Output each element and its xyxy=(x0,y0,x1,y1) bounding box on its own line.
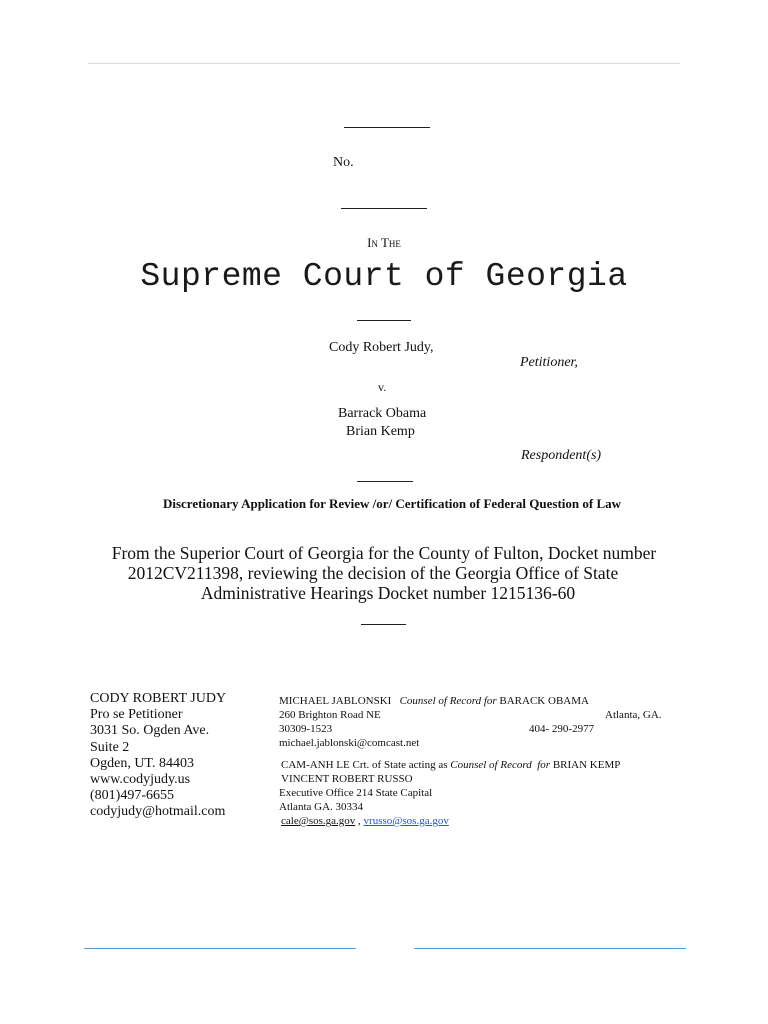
counsel-obama-header xyxy=(279,694,669,708)
counsel-obama-email: michael.jablonski@comcast.net xyxy=(279,737,420,749)
petitioner-contact-block xyxy=(90,691,226,821)
petitioner-contact-role: Pro se Petitioner xyxy=(90,707,183,723)
respondent-obama: Barrack Obama xyxy=(338,406,427,421)
counsel-obama-zip: 30309-1523 xyxy=(279,723,333,735)
counsel-kemp-prefix: CAM-ANH LE Crt. of State acting as xyxy=(281,759,448,771)
respondent-kemp: Brian Kemp xyxy=(346,424,415,439)
counsel-obama-role: Counsel of Record for xyxy=(399,695,497,707)
counsel-kemp-header xyxy=(281,758,681,772)
petitioner-contact-name: CODY ROBERT JUDY xyxy=(90,691,227,706)
versus-label: v. xyxy=(378,380,387,394)
from-court-line-3: Administrative Hearings Docket number 1215136-60 xyxy=(200,583,576,603)
counsel-kemp-client: BRIAN KEMP xyxy=(552,759,621,771)
top-page-rule xyxy=(88,63,680,64)
in-the-label: In The xyxy=(367,235,401,250)
counsel-obama-street-row xyxy=(279,708,669,722)
court-title: Supreme Court of Georgia xyxy=(140,258,628,295)
counsel-kemp-name: VINCENT ROBERT RUSSO xyxy=(281,773,413,785)
from-court-line-1: From the Superior Court of Georgia for the County of Fulton, Docket number xyxy=(111,543,657,563)
petitioner-city: Ogden, UT. 84403 xyxy=(90,755,194,771)
counsel-kemp-email-1[interactable]: cale@sos.ga.gov xyxy=(281,815,356,827)
petitioner-address-1: 3031 So. Ogden Ave. xyxy=(90,723,210,739)
application-title: Discretionary Application for Review /or/ Certification of Federal Question of Law xyxy=(162,496,622,511)
from-court-divider xyxy=(361,624,406,625)
footer-rule-left xyxy=(84,948,356,949)
petitioner-address-2: Suite 2 xyxy=(90,739,130,755)
counsel-kemp-email-2[interactable]: vrusso@sos.ga.gov xyxy=(363,815,449,827)
counsel-kemp-block xyxy=(281,758,681,828)
counsel-kemp-office: Executive Office 214 State Capital xyxy=(279,787,433,799)
petitioner-phone: (801)497-6655 xyxy=(90,788,174,804)
parties-divider xyxy=(357,481,413,482)
footer-rule-right xyxy=(414,948,686,949)
counsel-kemp-emails xyxy=(281,814,681,828)
docket-blank-line-bottom xyxy=(341,208,427,209)
counsel-kemp-city: Atlanta GA. 30334 xyxy=(279,801,364,813)
from-court-paragraph xyxy=(0,543,768,603)
counsel-kemp-role: Counsel of Record xyxy=(450,759,532,771)
counsel-obama-name: MICHAEL JABLONSKI xyxy=(279,695,392,707)
petitioner-role: Petitioner, xyxy=(520,355,578,370)
counsel-obama-client: BARACK OBAMA xyxy=(499,695,589,707)
petitioner-website: www.codyjudy.us xyxy=(90,772,191,788)
counsel-obama-block xyxy=(279,694,669,750)
counsel-obama-phone: 404- 290-2977 xyxy=(529,723,595,735)
counsel-kemp-for: for xyxy=(537,759,551,771)
petitioner-name: Cody Robert Judy, xyxy=(329,340,434,355)
counsel-obama-zip-row xyxy=(279,722,669,736)
respondent-role: Respondent(s) xyxy=(521,448,602,463)
title-divider xyxy=(357,320,411,321)
docket-no-label: No. xyxy=(333,155,354,170)
petitioner-email: codyjudy@hotmail.com xyxy=(90,804,226,820)
docket-blank-line-top xyxy=(344,127,430,128)
from-court-line-2: 2012CV211398, reviewing the decision of the Georgia Office of State xyxy=(127,563,619,583)
counsel-kemp-email-separator: , xyxy=(358,815,361,827)
counsel-obama-street: 260 Brighton Road NE xyxy=(279,709,381,721)
counsel-obama-city: Atlanta, GA. xyxy=(605,709,662,721)
